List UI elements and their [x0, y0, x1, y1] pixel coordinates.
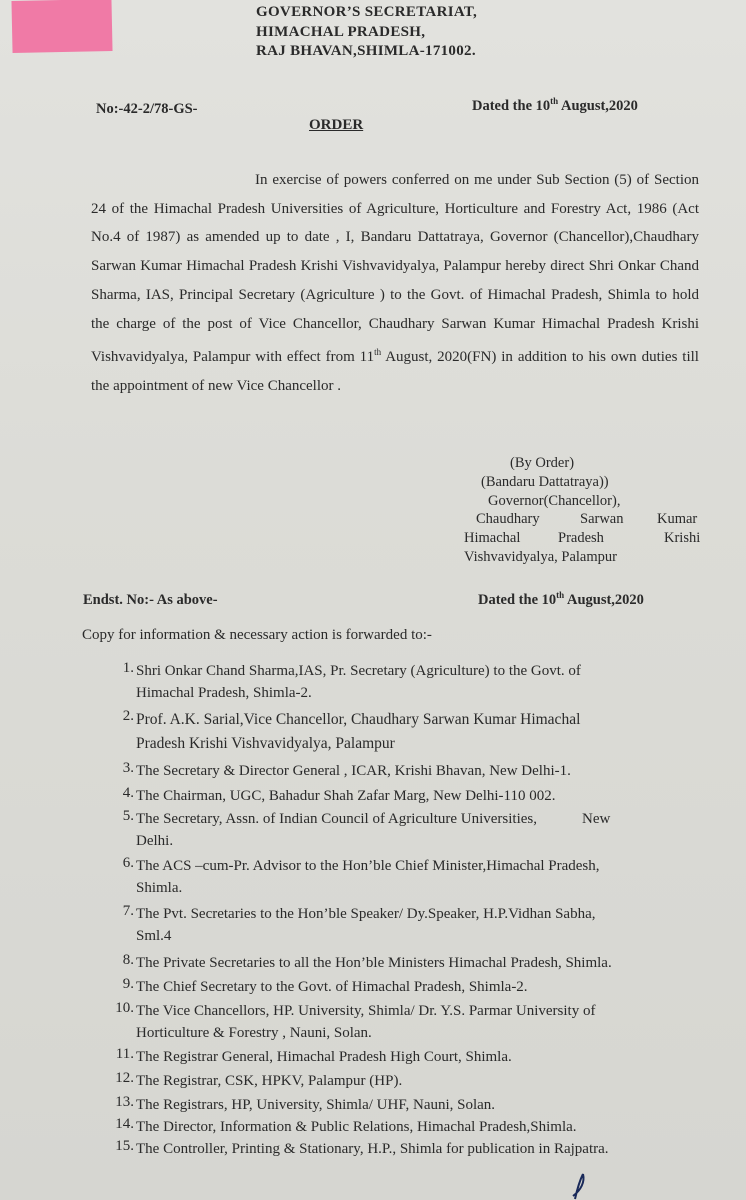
copy-intro: Copy for information & necessary action is forwarded to:-: [82, 627, 432, 643]
header-line-1: GOVERNOR’S SECRETARIAT,: [256, 4, 478, 20]
endorsement-date: Dated the 10th August,2020: [478, 590, 644, 608]
signatory-name: (Bandaru Dattatraya)): [481, 474, 609, 490]
sticky-note: [11, 0, 112, 53]
order-date: Dated the 10th August,2020: [472, 96, 638, 114]
header-line-2: HIMACHAL PRADESH,: [256, 24, 426, 40]
signatory-designation: Governor(Chancellor),: [488, 493, 621, 509]
order-title: ORDER: [309, 117, 364, 133]
order-body: In exercise of powers conferred on me under Sub Section (5) of Section 24 of the Himachal Pradesh Universities of Agriculture, Horticulture and Forestry Act, 1986 (Act No.4 of 1987) as amended up to date , I, Bandaru Dattatraya, Governor (Chancellor),Chaudhary Sarwan Kumar Himachal Pradesh Krishi Vishvavidyalya, Palampur hereby direct Shri Onkar Chand Sharma, IAS, Principal Secretary (Agriculture ) to the Govt. of Himachal Pradesh, Shimla to hold the charge of the post of Vice Chancellor, Chaudhary Sarwan Kumar Himachal Pradesh Krishi Vishvavidyalya, Palampur with effect from 11th August, 2020(FN) in addition to his own duties till the appointment of new Vice Chancellor .: [91, 172, 699, 394]
header-line-3: RAJ BHAVAN,SHIMLA-171002.: [256, 43, 476, 59]
signature-line-5c: Krishi: [664, 530, 701, 546]
reference-number: No:-42-2/78-GS-: [96, 101, 198, 117]
endorsement-number: Endst. No:- As above-: [83, 592, 218, 608]
signature-line-4c: Kumar: [657, 511, 698, 527]
signature-line-4b: Sarwan: [580, 511, 624, 527]
signature-line-6: Vishvavidyalya, Palampur: [464, 549, 617, 565]
signature-line-4a: Chaudhary: [476, 511, 540, 527]
signature-line-5a: Himachal: [464, 530, 521, 546]
document-page: GOVERNOR’S SECRETARIAT, HIMACHAL PRADESH, RAJ BHAVAN,SHIMLA-171002. No:-42-2/78-GS- Dated the 10th August,2020 ORDER In exercise of powers conferred on me under Sub Section (5) of Section 24 of the Himachal Pradesh Universities of Agriculture, Horticulture and Forestry Act, 1986 (Act No.4 of 1987) as amended up to date , I, Bandaru Dattatraya, Governor (Chancellor),Chaudhary Sarwan Kumar Himachal Pradesh Krishi Vishvavidyalya, Palampur hereby direct Shri Onkar Chand Sharma, IAS, Principal Secretary (Agriculture ) to the Govt. of Himachal Pradesh, Shimla to hold the charge of the post of Vice Chancellor, Chaudhary Sarwan Kumar Himachal Pradesh Krishi Vishvavidyalya, Palampur with effect from 11th August, 2020(FN) in addition to his own duties till the appointment of new Vice Chancellor . (By Order) (Bandaru Dattatraya)) Governor(Chancellor), Chaudhary Sarwan Kumar Himachal Pradesh Krishi Vishvavidyalya, Palampur Endst. No:- As above- Dated the 10th August,2020 Copy for information & necessary action is forwarded to:- 1. Shri Onkar Chand Sharma,IAS, Pr. Secretary (Agriculture) to the Govt. of Himachal Pradesh, Shimla-2. 2. Prof. A.K. Sarial,Vice Chancellor, Chaudhary Sarwan Kumar Himachal Pradesh Krishi Vishvavidyalya, Palampur 3. The Secretary & Director General , ICAR, Krishi Bhavan, New Delhi-1. 4. The Chairman, UGC, Bahadur Shah Zafar Marg, New Delhi-110 002. 5. The Secretary, Assn. of Indian Council of Agriculture Universities, New Delhi. 6. The ACS –cum-Pr. Advisor to the Hon’ble Chief Minister,Himachal Pradesh, Shimla. 7. The Pvt. Secretaries to the Hon’ble Speaker/ Dy.Speaker, H.P.Vidhan Sabha, Sml.4 8. The Private Secretaries to all the Hon’ble Ministers Himachal Pradesh, Shimla. 9. The Chief Secretary to the Govt. of Himachal Pradesh, Shimla-2. 10. The Vice Chancellors, HP. University, Shimla/ Dr. Y.S. Parmar University of Horticulture & Forestry , Nauni, Solan. 11. The Registrar General, Himachal Pradesh High Court, Shimla. 12. The Registrar, CSK, HPKV, Palampur (HP). 13. The Registrars, HP, University, Shimla/ UHF, Nauni, Solan. 14. The Director, Information & Public Relations, Himachal Pradesh,Shimla. 15. The Controller, Printing & Stationary, H.P., Shimla for publication in Rajpatra.: [0, 0, 746, 1200]
by-order: (By Order): [510, 455, 575, 471]
pen-mark-icon: [565, 1170, 605, 1200]
signature-line-5b: Pradesh: [558, 530, 604, 546]
